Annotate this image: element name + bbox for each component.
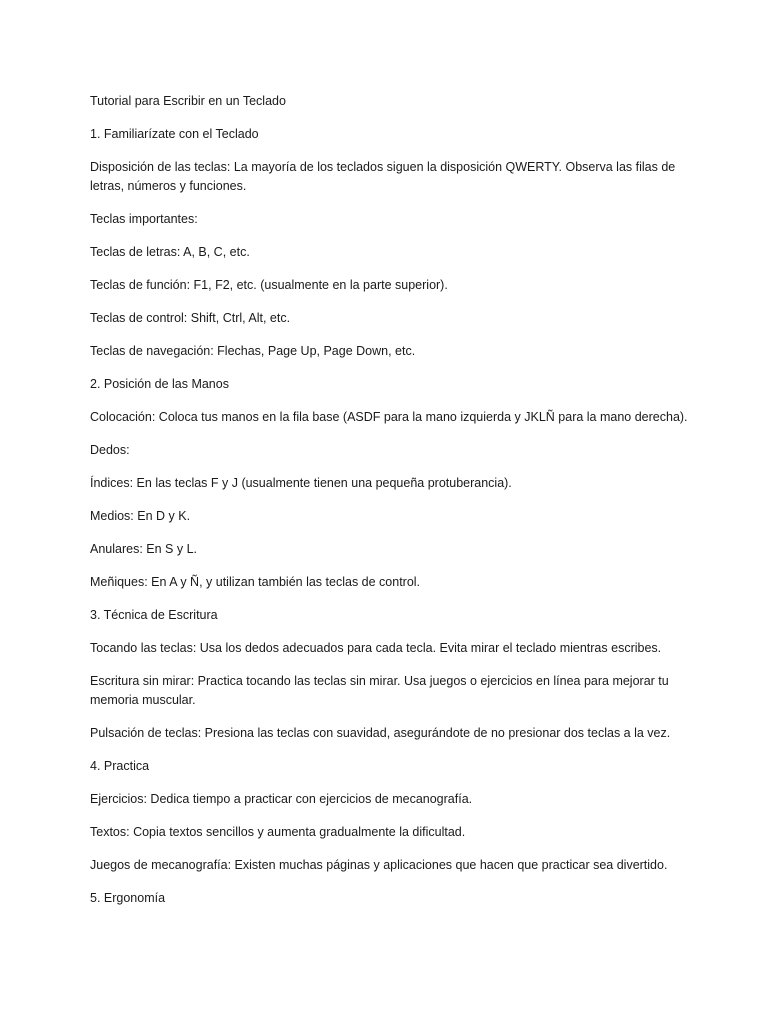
paragraph: Ejercicios: Dedica tiempo a practicar con ejercicios de mecanografía. <box>90 792 473 806</box>
document-page <box>90 92 690 922</box>
paragraph: Teclas importantes: <box>90 212 198 226</box>
paragraph: 4. Practica <box>90 759 150 773</box>
paragraph: Textos: Copia textos sencillos y aumenta gradualmente la dificultad. <box>90 825 466 839</box>
paragraph: Colocación: Coloca tus manos en la fila base (ASDF para la mano izquierda y JKLÑ para la mano derecha). <box>90 410 688 424</box>
paragraph: Juegos de mecanografía: Existen muchas páginas y aplicaciones que hacen que practicar sea divertido. <box>90 858 668 872</box>
paragraph: Tocando las teclas: Usa los dedos adecuados para cada tecla. Evita mirar el teclado mientras escribes. <box>90 641 662 655</box>
paragraph: Dedos: <box>90 443 130 457</box>
paragraph: Anulares: En S y L. <box>90 542 198 556</box>
paragraph: 1. Familiarízate con el Teclado <box>90 127 259 141</box>
paragraph: Índices: En las teclas F y J (usualmente tienen una pequeña protuberancia). <box>90 476 512 490</box>
paragraph: Teclas de control: Shift, Ctrl, Alt, etc. <box>90 311 291 325</box>
paragraph: Disposición de las teclas: La mayoría de los teclados siguen la disposición QWERTY. Observa las filas de letras, números y funciones. <box>90 160 676 193</box>
paragraph: Escritura sin mirar: Practica tocando las teclas sin mirar. Usa juegos o ejercicios en línea para mejorar tu memoria muscular. <box>90 674 669 707</box>
paragraph: Teclas de letras: A, B, C, etc. <box>90 245 250 259</box>
paragraph: Teclas de función: F1, F2, etc. (usualmente en la parte superior). <box>90 278 448 292</box>
paragraph: Tutorial para Escribir en un Teclado <box>90 94 286 108</box>
paragraph: 2. Posición de las Manos <box>90 377 229 391</box>
paragraph: Meñiques: En A y Ñ, y utilizan también las teclas de control. <box>90 575 421 589</box>
paragraph: Pulsación de teclas: Presiona las teclas con suavidad, asegurándote de no presionar dos teclas a la vez. <box>90 726 671 740</box>
paragraph: Teclas de navegación: Flechas, Page Up, Page Down, etc. <box>90 344 416 358</box>
paragraph: 5. Ergonomía <box>90 891 166 905</box>
paragraph: 3. Técnica de Escritura <box>90 608 218 622</box>
paragraph: Medios: En D y K. <box>90 509 191 523</box>
